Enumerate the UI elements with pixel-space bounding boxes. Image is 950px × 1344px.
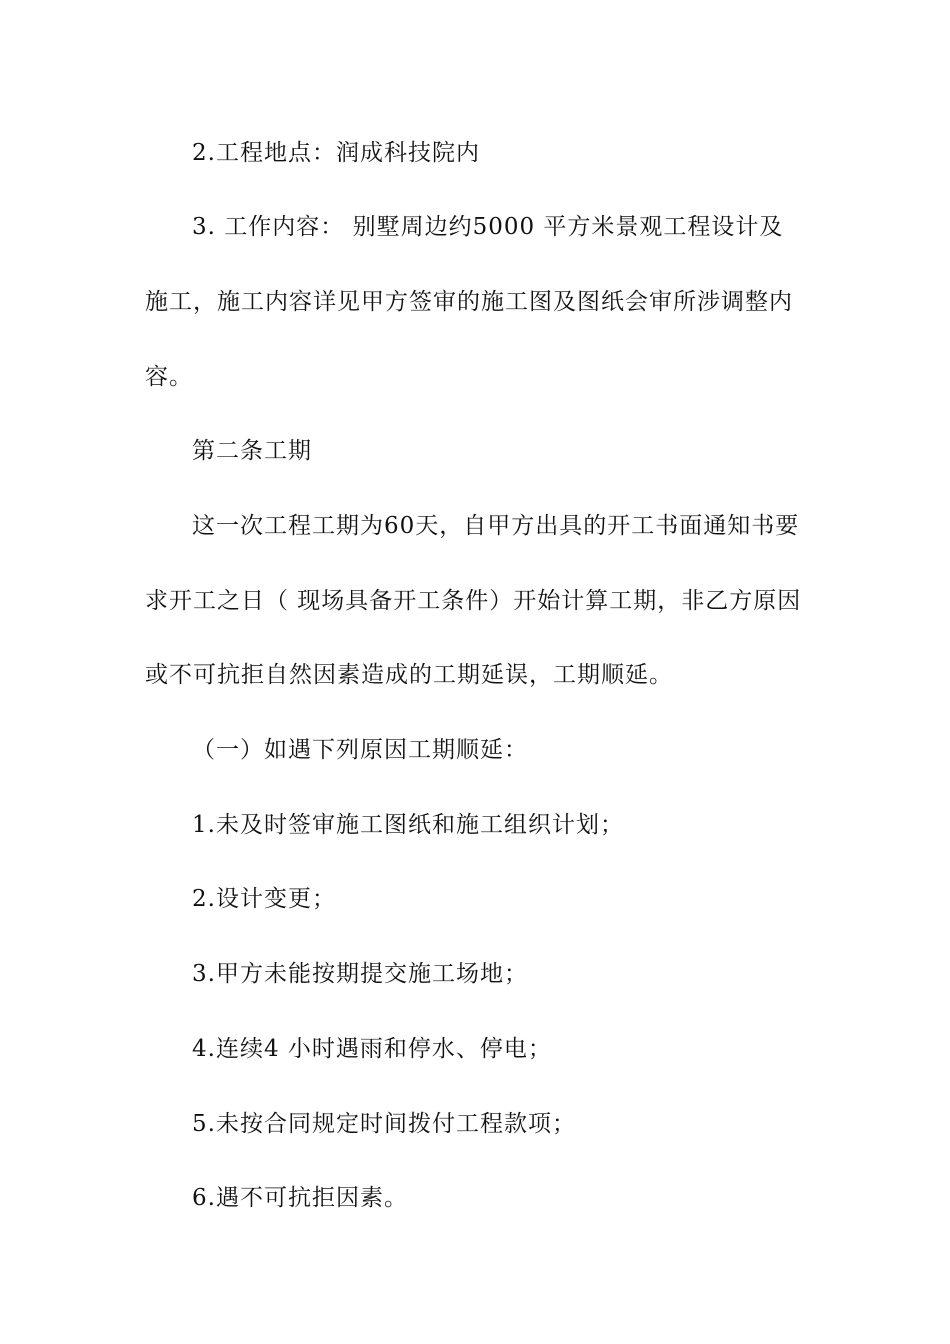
text-line-work-content-cont-2: 容。 [145, 364, 193, 390]
text-line-work-content: 3. 工作内容： 别墅周边约5000 平方米景观工程设计及 [192, 214, 784, 240]
list-item-1: 1.未及时签审施工图纸和施工组织计划； [192, 812, 624, 838]
section-heading-schedule: 第二条工期 [192, 438, 312, 464]
list-item-3: 3.甲方未能按期提交施工场地； [192, 961, 528, 987]
subsection-heading-extension: （一）如遇下列原因工期顺延： [192, 737, 528, 763]
list-item-2: 2.设计变更； [192, 886, 336, 912]
text-line-schedule-3: 或不可抗拒自然因素造成的工期延误，工期顺延。 [145, 662, 673, 688]
list-item-6: 6.遇不可抗拒因素。 [192, 1185, 408, 1211]
text-line-schedule-1: 这一次工程工期为60天，自甲方出具的开工书面通知书要 [192, 513, 800, 539]
list-item-4: 4.连续4 小时遇雨和停水、停电； [192, 1036, 552, 1062]
text-line-location: 2.工程地点：润成科技院内 [192, 140, 480, 166]
text-line-schedule-2: 求开工之日（ 现场具备开工条件）开始计算工期，非乙方原因 [145, 588, 802, 614]
list-item-5: 5.未按合同规定时间拨付工程款项； [192, 1111, 576, 1137]
text-line-work-content-cont-1: 施工，施工内容详见甲方签审的施工图及图纸会审所涉调整内 [145, 289, 793, 315]
